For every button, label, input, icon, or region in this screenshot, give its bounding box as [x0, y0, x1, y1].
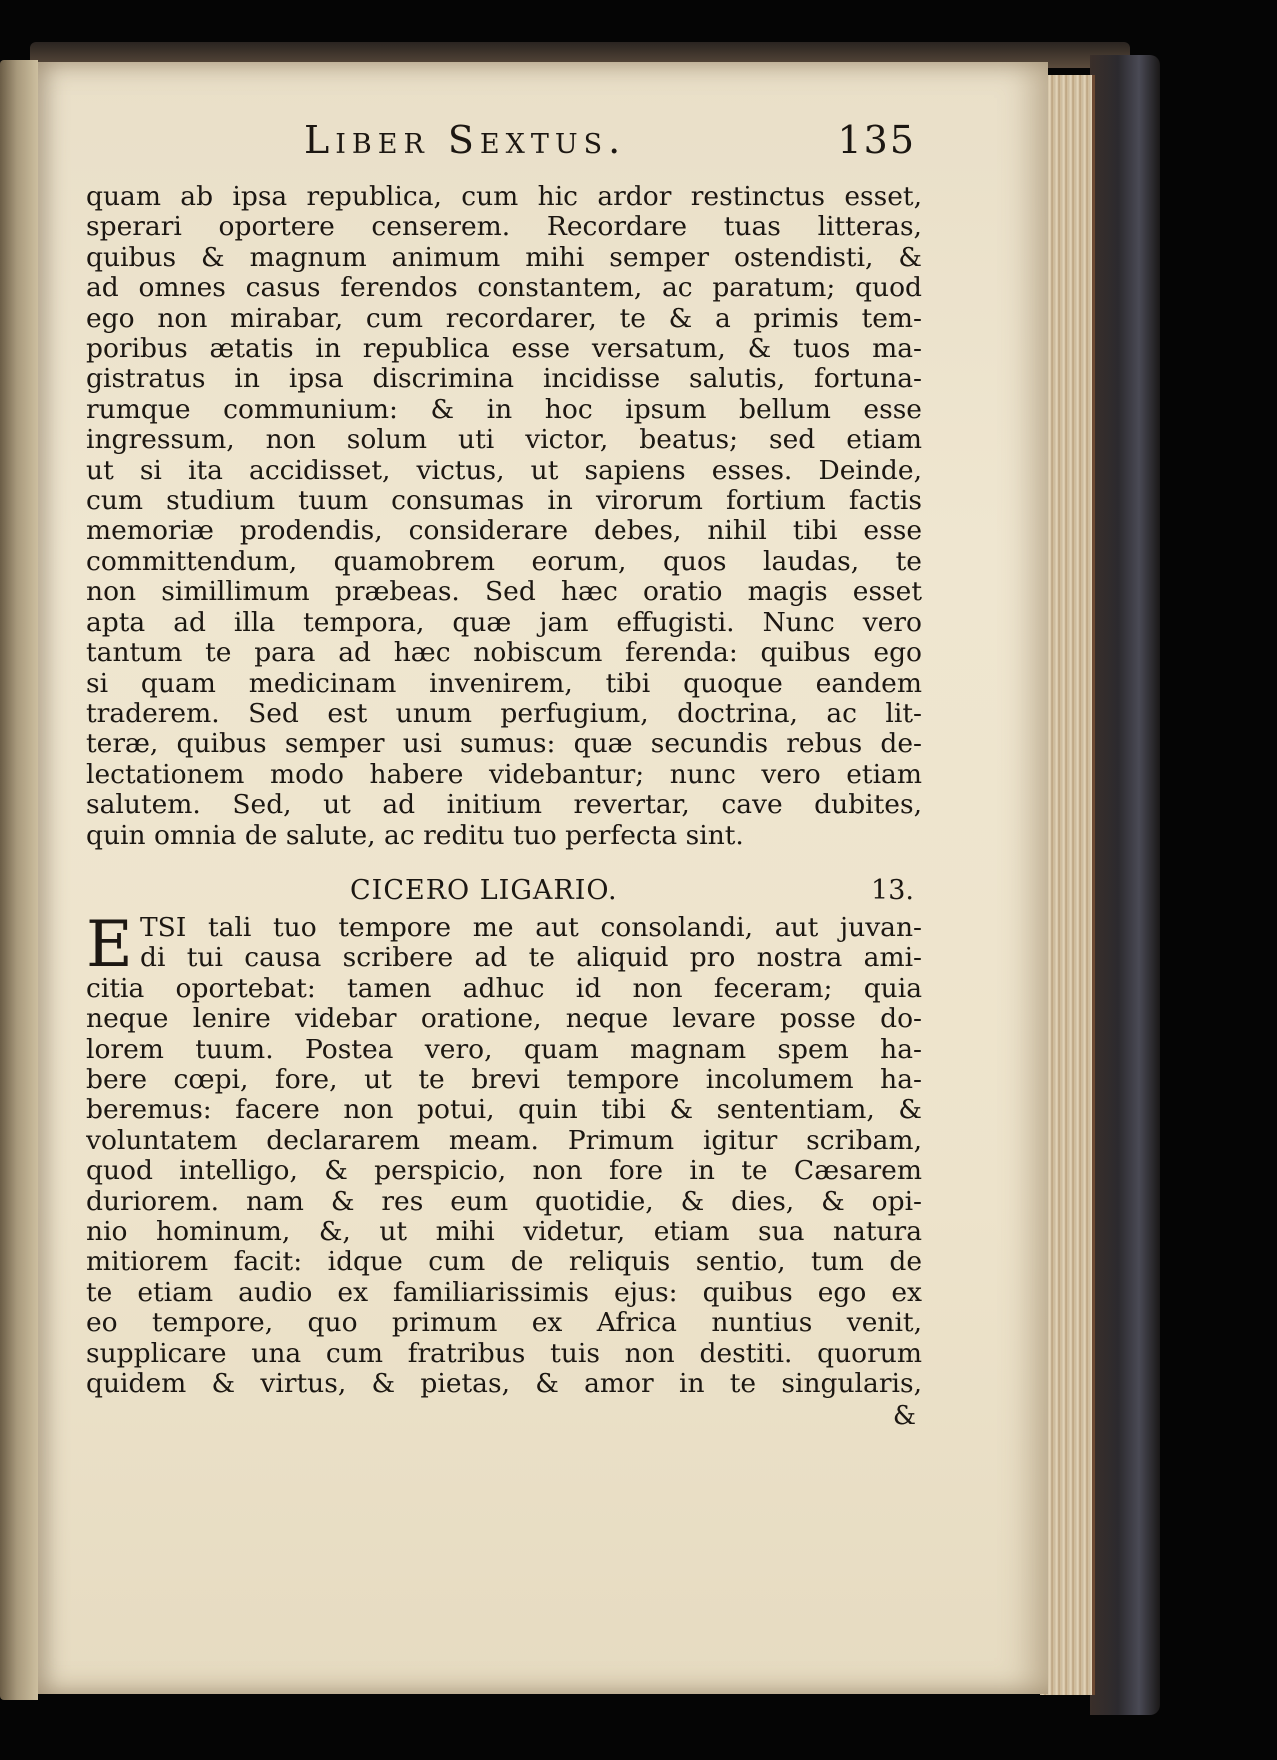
text-line: salutem. Sed, ut ad initium revertar, cave dubites, [86, 790, 922, 821]
text-line: committendum, quamobrem eorum, quos laudas, te [86, 546, 922, 577]
letter-number: 13. [871, 874, 914, 906]
text-line: mitiorem facit: idque cum de reliquis sentio, tum de [86, 1247, 922, 1278]
text-line: quidem & virtus, & pietas, & amor in te singularis, [86, 1369, 922, 1400]
text-line: traderem. Sed est unum perfugium, doctrina, ac lit- [86, 698, 922, 729]
text-line: apta ad illa tempora, quæ jam effugisti. Nunc vero [86, 607, 922, 638]
text-line: neque lenire videbar oratione, neque levare posse do- [86, 1004, 922, 1035]
text-line: poribus ætatis in republica esse versatum, & tuos ma- [86, 334, 922, 365]
page-text [86, 108, 922, 1433]
text-line: gistratus in ipsa discrimina incidisse salutis, fortuna- [86, 364, 922, 395]
text-line: duriorem. nam & res eum quotidie, & dies, & opi- [86, 1186, 922, 1217]
text-line: nio hominum, &, ut mihi videtur, etiam sua natura [86, 1217, 922, 1247]
text-line: si quam medicinam invenirem, tibi quoque eandem [86, 668, 922, 699]
running-head-title: Liber Sextus. [304, 118, 627, 162]
facing-page-edge [0, 60, 38, 1700]
text-line: quam ab ipsa republica, cum hic ardor restinctus esset, [86, 182, 922, 212]
text-line: ingressum, non solum uti victor, beatus; sed etiam [86, 425, 922, 456]
drop-cap: E [86, 907, 133, 982]
text-line: lectationem modo habere videbantur; nunc vero etiam [86, 759, 922, 790]
page-fore-edge [1040, 75, 1095, 1695]
text-line: bere cœpi, fore, ut te brevi tempore incolumem ha- [86, 1064, 922, 1095]
text-line: te etiam audio ex familiarissimis ejus: quibus ego ex [86, 1277, 922, 1308]
text-line: quod intelligo, & perspicio, non fore in te Cæsarem [86, 1156, 922, 1187]
text-line: quibus & magnum animum mihi semper ostendisti, & [86, 242, 922, 273]
previous-letter-text [86, 182, 922, 851]
text-line: eo tempore, quo primum ex Africa nuntius venit, [86, 1308, 922, 1339]
letter-title: CICERO LIGARIO. [350, 874, 618, 906]
text-line: memoriæ prodendis, considerare debes, nihil tibi esse [86, 516, 922, 547]
text-line: TSI tali tuo tempore me aut consolandi, aut juvan- [140, 912, 922, 943]
running-head [86, 108, 922, 168]
text-line: voluntatem declararem meam. Primum igitur scribam, [86, 1125, 922, 1156]
text-line: ut si ita accidisset, victus, ut sapiens esses. Deinde, [86, 455, 922, 486]
page-number: 135 [837, 118, 916, 162]
letter-heading [86, 861, 922, 913]
text-line: tantum te para ad hæc nobiscum ferenda: quibus ego [86, 638, 922, 669]
text-line: teræ, quibus semper usi sumus: quæ secundis rebus de- [86, 729, 922, 760]
text-line: di tui causa scribere ad te aliquid pro nostra ami- [140, 943, 922, 974]
text-line: sperari oportere censerem. Recordare tuas litteras, [86, 212, 922, 243]
text-line: quin omnia de salute, ac reditu tuo perfecta sint. [86, 820, 744, 851]
catchword: & [892, 1401, 916, 1432]
letter-text [86, 907, 922, 1400]
book-binding [1090, 55, 1160, 1715]
text-line: rumque communium: & in hoc ipsum bellum esse [86, 394, 922, 425]
text-line: lorem tuum. Postea vero, quam magnam spem ha- [86, 1034, 922, 1065]
text-line: citia oportebat: tamen adhuc id non feceram; quia [86, 973, 922, 1004]
text-line: ad omnes casus ferendos constantem, ac paratum; quod [86, 273, 922, 304]
text-line: cum studium tuum consumas in virorum fortium factis [86, 486, 922, 517]
text-line: non simillimum præbeas. Sed hæc oratio magis esset [86, 577, 922, 608]
text-line: supplicare una cum fratribus tuis non destiti. quorum [86, 1338, 922, 1369]
text-line: beremus: facere non potui, quin tibi & sententiam, & [86, 1095, 922, 1126]
text-line: ego non mirabar, cum recordarer, te & a primis tem- [86, 303, 922, 334]
